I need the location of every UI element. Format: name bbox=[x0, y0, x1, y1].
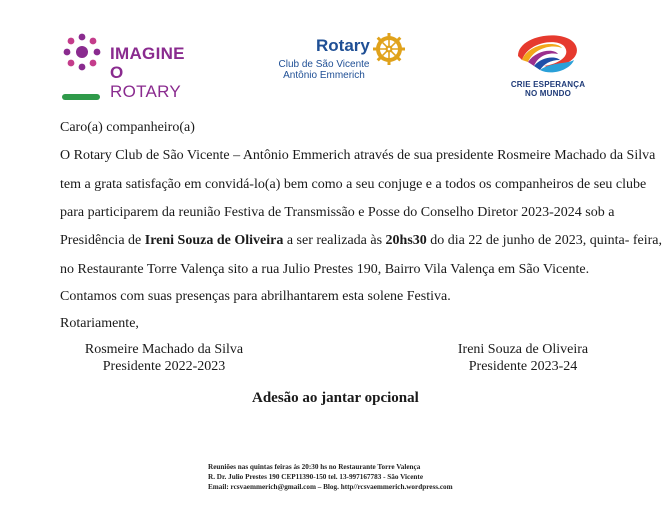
rotary-sub-line1: Club de São Vicente bbox=[278, 59, 370, 70]
footer-line-3: Email: rcsvaemmerich@gmail.com – Blog. http//rcsvaemmerich.wordpress.com bbox=[208, 483, 453, 491]
rotary-wheel-icon bbox=[372, 32, 406, 66]
letter-closing: Rotariamente, bbox=[60, 316, 139, 331]
footer-line-2: R. Dr. Julio Prestes 190 CEP11390-150 tel. 13-997167783 - São Vicente bbox=[208, 473, 424, 481]
imagine-logo-line2: ROTARY bbox=[110, 82, 182, 101]
rotary-sub-line2: Antônio Emmerich bbox=[283, 70, 365, 81]
rotary-club-subtitle bbox=[276, 59, 372, 81]
letter-line-4-part-b: a ser realizada às bbox=[283, 233, 386, 248]
incoming-president-name: Ireni Souza de Oliveira bbox=[144, 233, 284, 248]
rotary-club-logo bbox=[276, 32, 408, 92]
letter-line-4 bbox=[60, 233, 662, 249]
signature-left bbox=[76, 341, 252, 375]
letter-line-5: no Restaurante Torre Valença sito a rua Julio Prestes 190, Bairro Vila Valença em São Vicente. bbox=[60, 262, 590, 277]
event-time: 20hs30 bbox=[385, 233, 427, 248]
signature-right-name: Ireni Souza de Oliveira bbox=[457, 342, 589, 357]
signature-left-title: Presidente 2022-2023 bbox=[102, 359, 226, 374]
signature-right-title: Presidente 2023-24 bbox=[468, 359, 578, 374]
letter-line-3: para participarem da reunião Festiva de Transmissão e Posse do Conselho Diretor 2023-2024 sob a bbox=[60, 205, 615, 220]
imagine-logo-text bbox=[110, 44, 202, 101]
crie-esperanca-logo bbox=[498, 26, 598, 98]
letter-line-1: O Rotary Club de São Vicente – Antônio Emmerich através de sua presidente Rosmeire Machado da Silva bbox=[60, 148, 656, 163]
letter-greeting: Caro(a) companheiro(a) bbox=[60, 120, 195, 135]
imagine-flower-icon bbox=[62, 32, 102, 72]
hope-logo-text bbox=[498, 80, 598, 98]
footer-line-1: Reuniões nas quintas feiras às 20:30 hs no Restaurante Torre Valença bbox=[208, 463, 421, 471]
optional-dinner-note: Adesão ao jantar opcional bbox=[252, 390, 419, 406]
letter-line-2: tem a grata satisfação em convidá-lo(a) bem como a seu conjuge e a todos os companheiros de seu clube bbox=[60, 177, 647, 192]
imagine-green-bar bbox=[62, 94, 100, 100]
imagine-logo-line1: IMAGINE O bbox=[110, 44, 185, 82]
letter-line-6: Contamos com suas presenças para abrilhantarem esta solene Festiva. bbox=[60, 289, 451, 304]
signature-right bbox=[448, 341, 598, 375]
letter-line-4-part-a: Presidência de bbox=[60, 233, 145, 248]
hope-logo-line1: CRIE ESPERANÇA bbox=[510, 80, 586, 89]
letter-line-4-part-c: do dia 22 de junho de 2023, quinta- feira, bbox=[426, 233, 662, 248]
footer-info bbox=[208, 462, 453, 492]
hope-swirl-icon bbox=[498, 26, 598, 80]
rotary-name: Rotary bbox=[316, 36, 370, 55]
hope-logo-line2: NO MUNDO bbox=[524, 89, 572, 98]
signature-left-name: Rosmeire Machado da Silva bbox=[84, 342, 244, 357]
imagine-rotary-logo bbox=[62, 30, 202, 102]
